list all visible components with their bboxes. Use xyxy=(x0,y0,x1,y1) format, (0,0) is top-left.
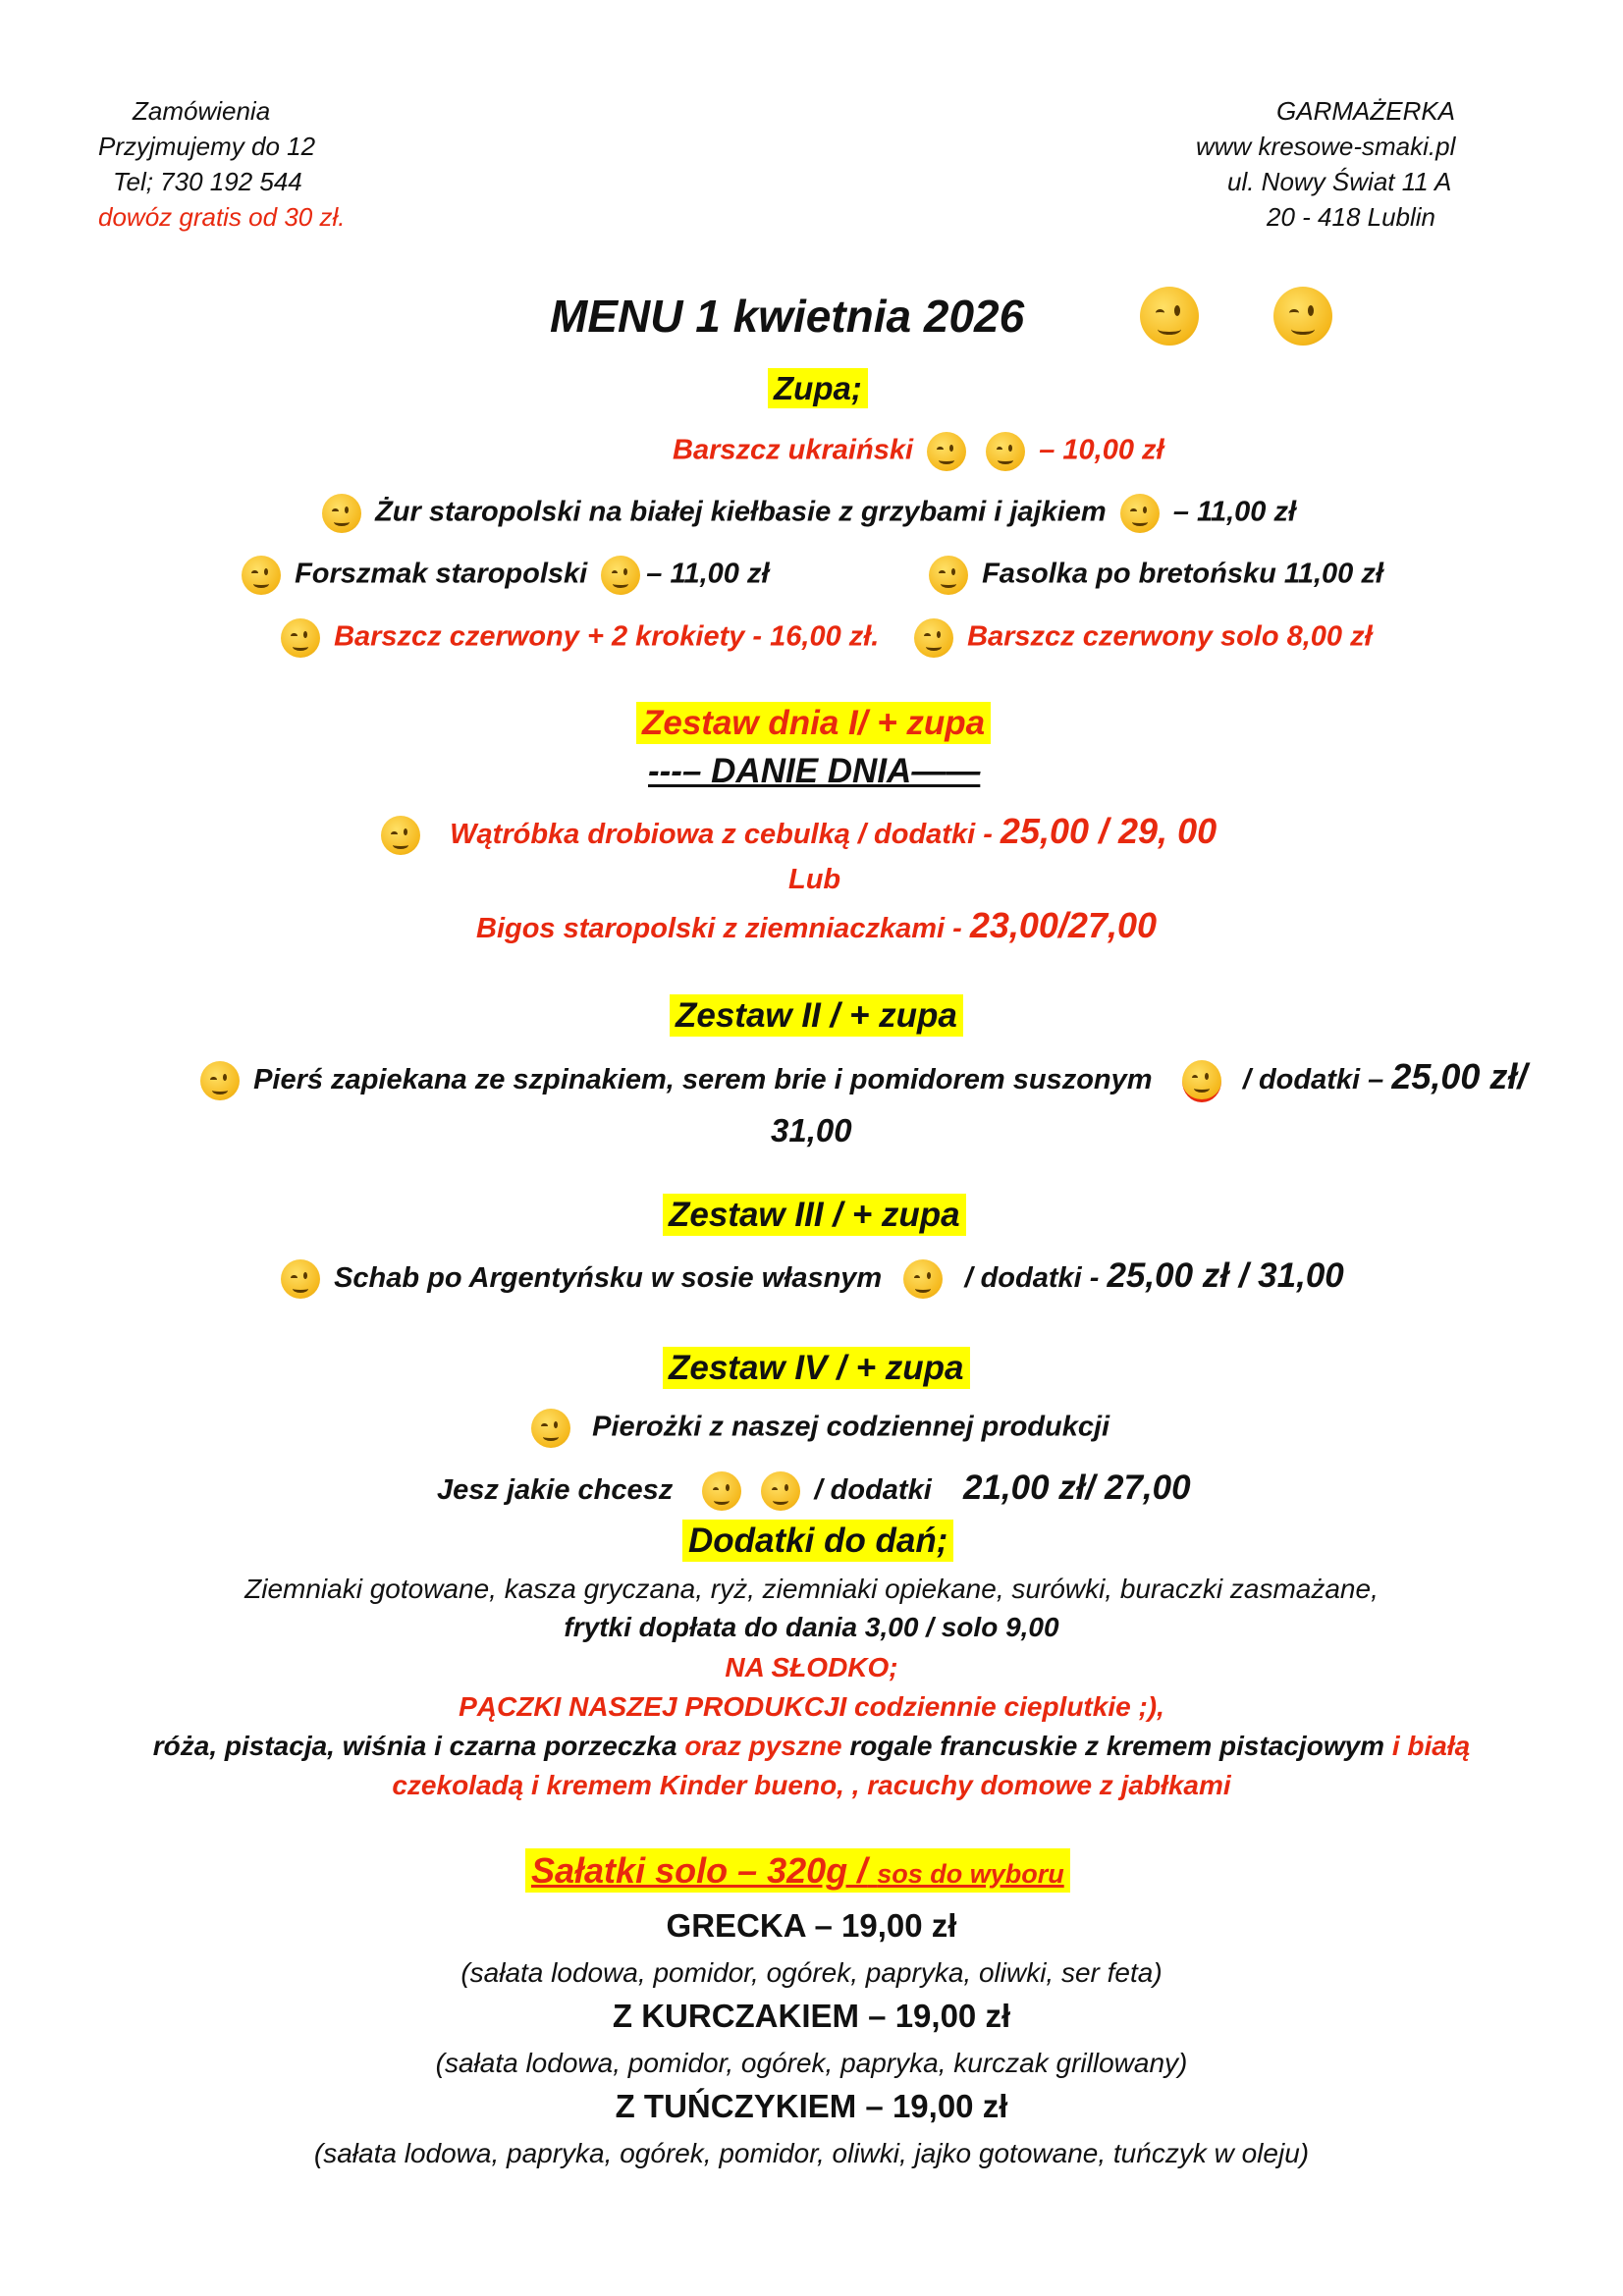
soup-item: Barszcz czerwony solo 8,00 zł xyxy=(967,620,1373,653)
address-city: 20 - 418 Lublin xyxy=(1267,202,1436,232)
sweet-line-part: róża, pistacja, wiśnia i czarna porzeczka xyxy=(152,1731,677,1761)
sweet-heading: NA SŁODKO; xyxy=(725,1652,898,1682)
salad-name: GRECKA – 19,00 zł xyxy=(666,1907,957,1944)
wink-emoji-icon xyxy=(1182,1060,1221,1102)
set2-dish: Pierś zapiekana ze szpinakiem, serem brie i pomidorem suszonym xyxy=(253,1064,1153,1095)
wink-emoji-icon xyxy=(281,1259,320,1299)
wink-emoji-icon xyxy=(761,1471,800,1511)
set3-heading: Zestaw III / + zupa xyxy=(663,1194,966,1236)
soup-item-price: – 10,00 zł xyxy=(1039,434,1164,466)
wink-emoji-icon xyxy=(200,1061,240,1100)
set1-or: Lub xyxy=(788,864,841,895)
set4-dish: Pierożki z naszej codziennej produkcji xyxy=(592,1411,1110,1443)
soup-item-name: Forszmak staropolski xyxy=(295,558,588,590)
set1-dish-price: 23,00/27,00 xyxy=(969,905,1158,945)
salads-heading: Sałatki solo – 320g / xyxy=(531,1850,868,1891)
soup-item-price: – 11,00 zł xyxy=(1172,496,1297,528)
sweet-line-part: oraz pyszne xyxy=(684,1731,842,1761)
page-title: MENU 1 kwietnia 2026 xyxy=(550,291,1025,342)
wink-emoji-icon xyxy=(281,618,320,658)
wink-emoji-icon xyxy=(1273,287,1332,346)
set3-addons: / dodatki - xyxy=(964,1262,1100,1294)
set2-price: 25,00 zł/ xyxy=(1391,1056,1528,1096)
set2-addons: / dodatki – xyxy=(1242,1064,1384,1095)
order-hours: Przyjmujemy do 12 xyxy=(98,132,316,161)
sweet-line: czekoladą i kremem Kinder bueno, , racuchy domowe z jabłkami xyxy=(392,1770,1231,1800)
salad-desc: (sałata lodowa, papryka, ogórek, pomidor, oliwki, jajko gotowane, tuńczyk w oleju) xyxy=(313,2138,1310,2168)
set4-heading: Zestaw IV / + zupa xyxy=(663,1347,970,1389)
wink-emoji-icon xyxy=(702,1471,741,1511)
set1-dish: Bigos staropolski z ziemniaczkami - xyxy=(476,913,962,944)
wink-emoji-icon xyxy=(322,494,361,533)
set3-dish: Schab po Argentyńsku w sosie własnym xyxy=(334,1262,883,1294)
wink-emoji-icon xyxy=(242,556,281,595)
wink-emoji-icon xyxy=(1140,287,1199,346)
set1-heading: Zestaw dnia I/ + zupa xyxy=(636,702,991,744)
wink-emoji-icon xyxy=(1120,494,1160,533)
order-label: Zamówienia xyxy=(133,96,271,126)
salad-desc: (sałata lodowa, pomidor, ogórek, papryka, oliwki, ser feta) xyxy=(460,1957,1163,1988)
soup-item: Barszcz czerwony + 2 krokiety - 16,00 zł. xyxy=(334,620,880,653)
sides-heading: Dodatki do dań; xyxy=(682,1520,953,1562)
address-street: ul. Nowy Świat 11 A xyxy=(1227,167,1452,196)
set2-price: 31,00 xyxy=(771,1112,852,1148)
soup-item-price: – 11,00 zł xyxy=(646,558,770,590)
set3-price: 25,00 zł / 31,00 xyxy=(1107,1256,1344,1295)
wink-emoji-icon xyxy=(903,1259,943,1299)
wink-emoji-icon xyxy=(531,1409,570,1448)
soup-item-name: Barszcz ukraiński xyxy=(673,434,914,466)
wink-emoji-icon xyxy=(986,432,1025,471)
wink-emoji-icon xyxy=(927,432,966,471)
wink-emoji-icon xyxy=(929,556,968,595)
phone-number: Tel; 730 192 544 xyxy=(113,167,302,196)
set1-dish-price: 25,00 / 29, 00 xyxy=(1000,811,1217,851)
wink-emoji-icon xyxy=(601,556,640,595)
set2-heading: Zestaw II / + zupa xyxy=(670,994,963,1037)
sweet-line: PĄCZKI NASZEJ PRODUKCJI codziennie cieplutkie ;), xyxy=(459,1691,1164,1722)
set4-price: 21,00 zł/ 27,00 xyxy=(963,1468,1191,1507)
sides-line: frytki dopłata do dania 3,00 / solo 9,00 xyxy=(564,1612,1059,1642)
salads-subheading: sos do wyboru xyxy=(877,1859,1064,1889)
sweet-line-part: i białą xyxy=(1391,1731,1471,1761)
set4-line: Jesz jakie chcesz xyxy=(437,1474,674,1506)
set1-subheading: ---– DANIE DNIA—— xyxy=(648,752,981,790)
salad-name: Z TUŃCZYKIEM – 19,00 zł xyxy=(615,2088,1008,2124)
soup-item-name: Żur staropolski na białej kiełbasie z grzybami i jajkiem xyxy=(375,496,1107,528)
sides-line: Ziemniaki gotowane, kasza gryczana, ryż, ziemniaki opiekane, surówki, buraczki zasmażane, xyxy=(244,1574,1379,1604)
set1-dish: Wątróbka drobiowa z cebulką / dodatki - xyxy=(450,819,993,850)
set4-addons: / dodatki xyxy=(814,1474,932,1506)
soup-item: Fasolka po bretońsku 11,00 zł xyxy=(982,558,1383,590)
shop-name: GARMAŻERKA xyxy=(1276,96,1456,126)
sweet-line-part: rogale francuskie z kremem pistacjowym xyxy=(849,1731,1385,1761)
salad-name: Z KURCZAKIEM – 19,00 zł xyxy=(612,1998,1011,2034)
wink-emoji-icon xyxy=(381,816,420,855)
website: www kresowe-smaki.pl xyxy=(1196,132,1456,161)
delivery-info: dowóz gratis od 30 zł. xyxy=(98,202,346,232)
salad-desc: (sałata lodowa, pomidor, ogórek, papryka, kurczak grillowany) xyxy=(435,2048,1188,2078)
soup-heading: Zupa; xyxy=(768,368,868,408)
wink-emoji-icon xyxy=(914,618,953,658)
